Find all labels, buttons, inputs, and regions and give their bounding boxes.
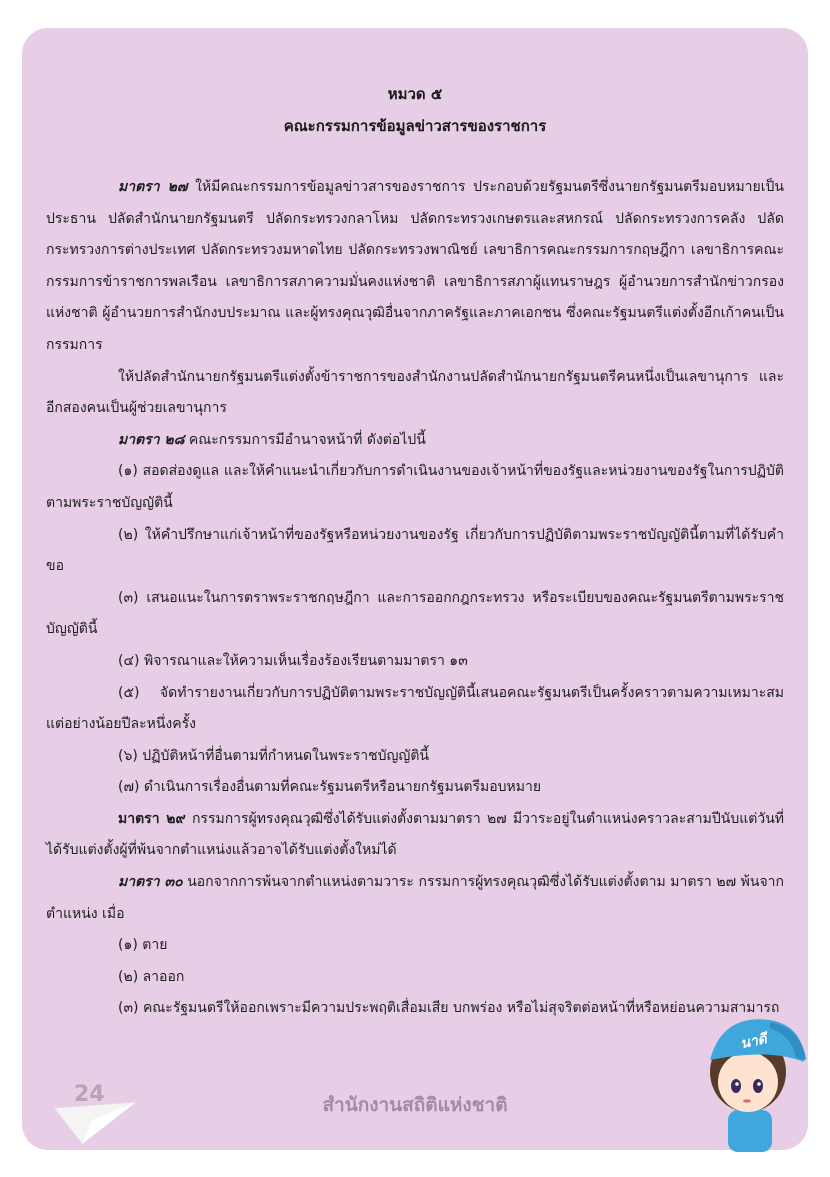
mascot-illustration xyxy=(700,1000,812,1152)
paragraph-text: คณะกรรมการมีอำนาจหน้าที่ ดังต่อไปนี้ xyxy=(184,431,426,448)
list-item: (๒) ลาออก xyxy=(118,968,185,985)
list-item: (๓) คณะรัฐมนตรีให้ออกเพราะมีความประพฤติเสื่อมเสีย บกพร่อง หรือไม่สุจริตต่อหน้าที่หรือหย่อนความสามารถ xyxy=(118,1000,780,1017)
list-item: (๓) เสนอแนะในการตราพระราชกฤษฎีกา และการออกกฎกระทรวง หรือระเบียบของคณะรัฐมนตรีตามพระราชบัญญัตินี้ xyxy=(46,589,784,638)
paragraph-text: นอกจากการพ้นจากตำแหน่งตามวาระ กรรมการผู้ทรงคุณวุฒิซึ่งได้รับแต่งตั้งตาม มาตรา ๒๗ พ้นจากตำแหน่ง เมื่อ xyxy=(46,874,784,922)
list-item: (๔) พิจารณาและให้ความเห็นเรื่องร้องเรียนตามมาตรา ๑๓ xyxy=(118,652,468,669)
section-label: มาตรา ๒๘ xyxy=(118,431,185,448)
page-number: 24 xyxy=(74,1082,105,1107)
list-item: (๖) ปฏิบัติหน้าที่อื่นตามที่กำหนดในพระราชบัญญัตินี้ xyxy=(118,747,429,764)
list-item: (๒) ให้คำปรึกษาแก่เจ้าหน้าที่ของรัฐหรือหน่วยงานของรัฐ เกี่ยวกับการปฏิบัติตามพระราชบัญญัตินี้ตามที่ได้รับคำขอ xyxy=(46,526,784,575)
paragraph-text: กรรมการผู้ทรงคุณวุฒิซึ่งได้รับแต่งตั้งตามมาตรา ๒๗ มีวาระอยู่ในตำแหน่งคราวละสามปีนับแต่วันที่ได้รับแต่งตั้งผู้ที่พ้นจากตำแหน่งแล้วอาจได้รับแต่งตั้งใหม่ได้ xyxy=(46,810,785,859)
paragraph-section-30 xyxy=(46,867,784,930)
chapter-heading: หมวด ๕ xyxy=(387,85,443,103)
paragraph-section-27 xyxy=(46,172,784,362)
paragraph-section-29 xyxy=(46,804,784,867)
paragraph-section-28 xyxy=(46,425,784,457)
paragraph-text: ให้มีคณะกรรมการข้อมูลข่าวสารของราชการ ประกอบด้วยรัฐมนตรีซึ่งนายกรัฐมนตรีมอบหมายเป็นประธาน ปลัดสำนักนายกรัฐมนตรี ปลัดกระทรวงกลาโหม ปลัดกระทรวงเกษตรและสหกรณ์ ปลัดกระทรวงการคลัง ปลัดกระทรวงการต่างประเทศ ปลัดกระทรวงมหาดไทย ปลัดกระทรวงพาณิชย์ เลขาธิการคณะกรรมการกฤษฎีกา เลขาธิการคณะกรรมการข้าราชการพลเรือน เลขาธิการสภาความมั่นคงแห่งชาติ เลขาธิการสภาผู้แทนราษฎร ผู้อำนวยการสำนักข่าวกรองแห่งชาติ ผู้อำนวยการสำนักงบประมาณ และผู้ทรงคุณวุฒิอื่นจากภาครัฐและภาคเอกชน ซึ่งคณะรัฐมนตรีแต่งตั้งอีกเก้าคนเป็นกรรมการ xyxy=(46,179,784,353)
list-item: (๑) ตาย xyxy=(118,937,168,954)
section-label: มาตรา ๒๗ xyxy=(118,179,188,195)
list-item: (๑) สอดส่องดูแล และให้คำแนะนำเกี่ยวกับการดำเนินงานของเจ้าหน้าที่ของรัฐและหน่วยงานของรัฐในการปฏิบัติตามพระราชบัญญัตินี้ xyxy=(46,463,784,511)
section-label: มาตรา ๒๙ xyxy=(118,810,186,827)
chapter-title: คณะกรรมการข้อมูลข่าวสารของราชการ xyxy=(283,117,547,135)
paragraph: ให้ปลัดสำนักนายกรัฐมนตรีแต่งตั้งข้าราชการของสำนักงานปลัดสำนักนายกรัฐมนตรีคนหนึ่งเป็นเลขานุการ และอีกสองคนเป็นผู้ช่วยเลขานุการ xyxy=(46,368,784,417)
org-name: สำนักงานสถิติแห่งชาติ xyxy=(322,1094,508,1116)
list-item: (๕) จัดทำรายงานเกี่ยวกับการปฏิบัติตามพระราชบัญญัตินี้เสนอคณะรัฐมนตรีเป็นครั้งคราวตามความเหมาะสม แต่อย่างน้อยปีละหนึ่งครั้ง xyxy=(46,684,784,733)
mascot-cap-text: นาดี xyxy=(739,1031,769,1053)
list-item: (๗) ดำเนินการเรื่องอื่นตามที่คณะรัฐมนตรีหรือนายกรัฐมนตรีมอบหมาย xyxy=(118,779,542,796)
section-label: มาตรา ๓๐ xyxy=(118,874,183,891)
body-text xyxy=(46,172,784,1025)
